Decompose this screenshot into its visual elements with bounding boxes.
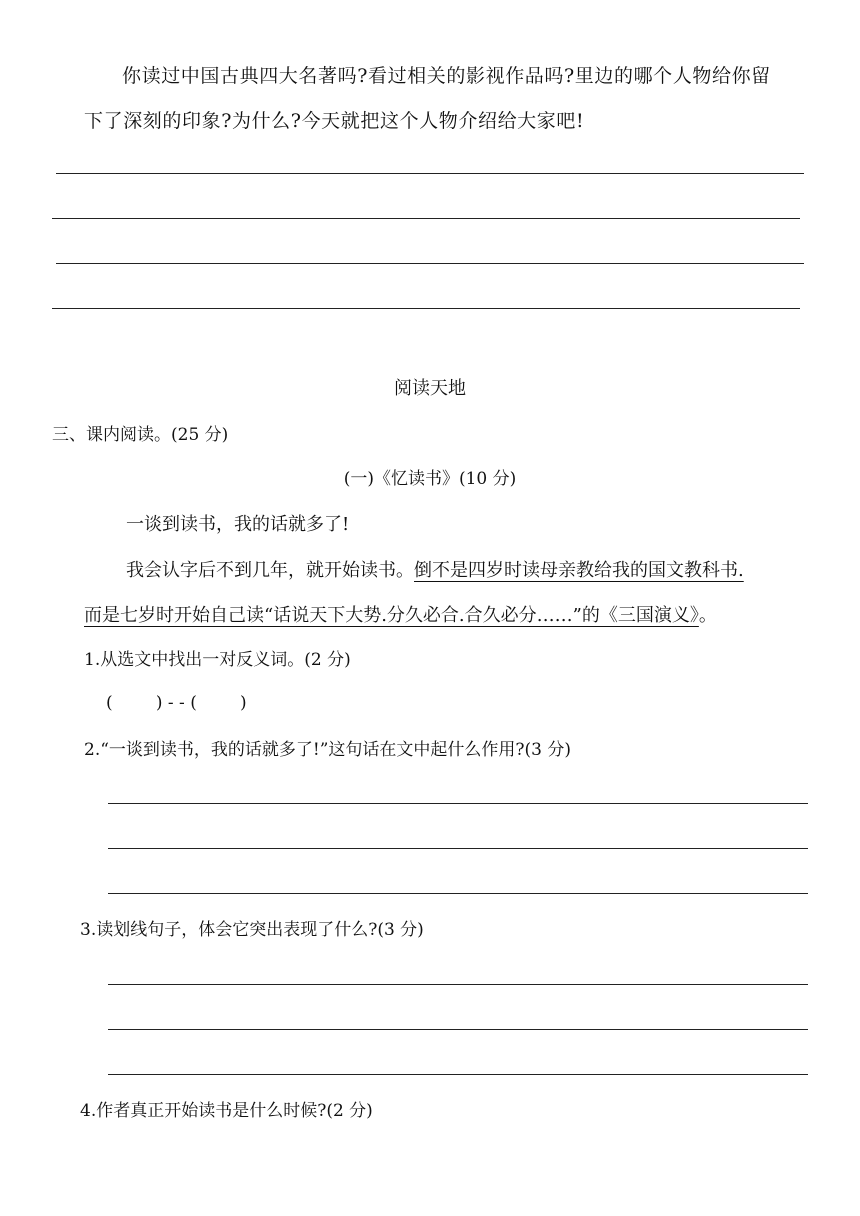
question-1: 1.从选文中找出一对反义词。(2 分)	[84, 650, 351, 670]
section-3-title: 三、课内阅读。(25 分)	[52, 425, 229, 445]
passage-line-3	[84, 607, 717, 625]
question-2: 2.“一谈到读书，我的话就多了!”这句话在文中起什么作用?(3 分)	[84, 740, 572, 760]
passage-line-3-end: 。	[698, 605, 717, 626]
answer-line	[52, 308, 800, 309]
question-4: 4.作者真正开始读书是什么时候?(2 分)	[80, 1101, 373, 1121]
answer-line[interactable]	[108, 984, 808, 985]
answer-line[interactable]	[108, 1029, 808, 1030]
answer-line[interactable]	[108, 893, 808, 894]
section-heading: 阅读天地	[394, 378, 466, 399]
question-1-blanks[interactable]: ( ) - - ( )	[106, 693, 247, 713]
underlined-sentence-part-1: 倒不是四岁时读母亲教给我的国文教科书.	[414, 560, 744, 581]
underlined-sentence-part-2: 而是七岁时开始自己读“话说天下大势.分久必合.合久必分……”的《三国演义》	[84, 605, 699, 626]
answer-line[interactable]	[108, 848, 808, 849]
intro-line-1: 你读过中国古典四大名著吗?看过相关的影视作品吗?里边的哪个人物给你留	[122, 65, 771, 87]
passage-line-1: 一谈到读书，我的话就多了!	[126, 514, 350, 535]
question-3: 3.读划线句子，体会它突出表现了什么?(3 分)	[80, 920, 424, 940]
passage-line-2	[126, 562, 744, 580]
answer-line	[52, 218, 800, 219]
answer-line[interactable]	[108, 1074, 808, 1075]
answer-line	[56, 173, 804, 174]
answer-line[interactable]	[108, 803, 808, 804]
intro-line-2: 下了深刻的印象?为什么?今天就把这个人物介绍给大家吧!	[84, 110, 585, 132]
answer-line	[56, 263, 804, 264]
passage-line-2-plain: 我会认字后不到几年，就开始读书。	[126, 560, 414, 581]
passage-title: (一)《忆读书》(10 分)	[343, 469, 517, 489]
